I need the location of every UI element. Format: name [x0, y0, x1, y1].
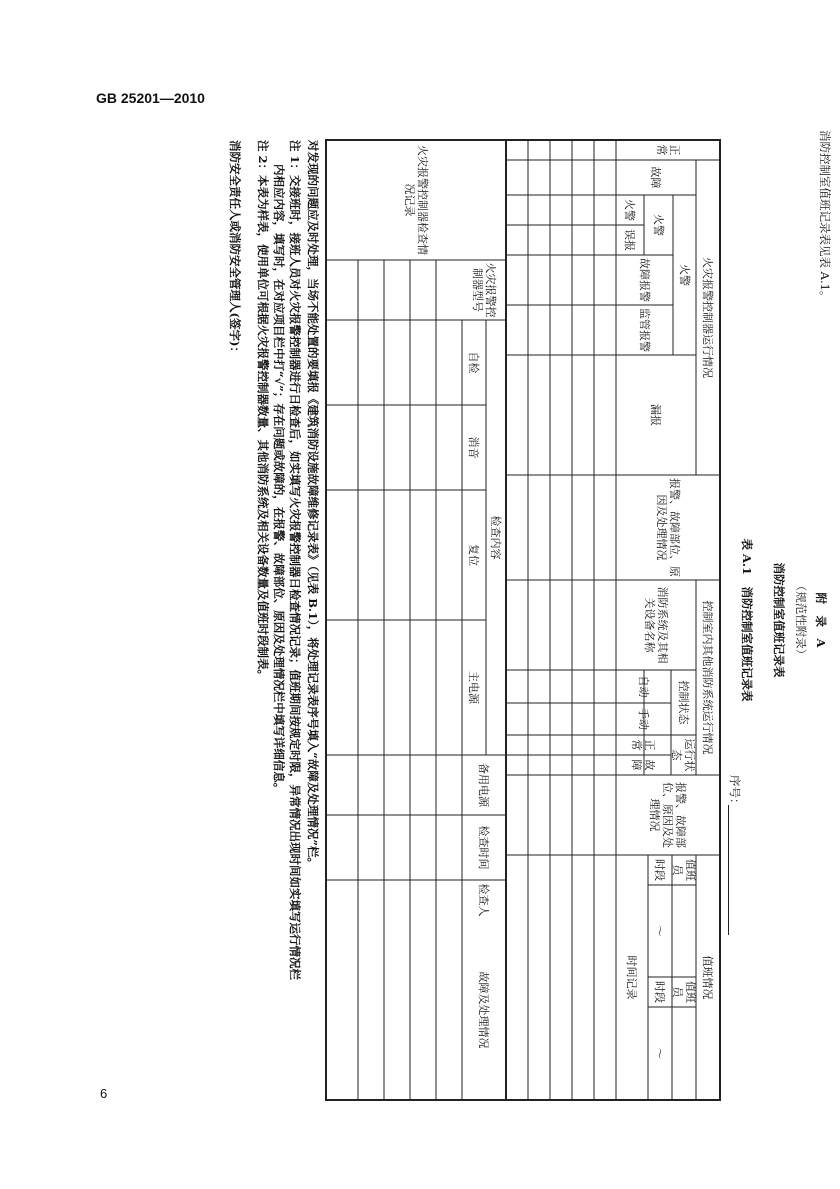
signature-label: 消防安全责任人或消防安全管理人(签字)：: [228, 140, 242, 358]
header-fire-alarm: 火警: [678, 264, 691, 286]
header-check-time: 检查时间: [477, 825, 491, 870]
header-reset: 复位: [467, 544, 481, 566]
header-alarm-handling-2: 报警、故障部位、原因及处理情况: [648, 782, 688, 848]
serial-label: 序号：: [728, 775, 742, 810]
header-normal: 正常: [655, 144, 681, 156]
appendix-title: 消防控制室值班记录表: [772, 562, 786, 678]
standard-number: GB 25201—2010: [96, 90, 205, 106]
header-fire-controller-status: 火灾报警控制器运行情况: [701, 257, 715, 378]
header-backup-power: 备用电源: [477, 763, 491, 807]
header-silence: 消音: [467, 436, 481, 459]
header-duty-status: 值班情况: [701, 955, 715, 1000]
header-control-state: 控制状态: [677, 680, 690, 725]
header-real-fire: 火警: [623, 199, 637, 221]
appendix-label: 附 录 A: [814, 592, 828, 648]
header-check-content: 检查内容: [489, 515, 503, 560]
page-number: 6: [100, 1086, 108, 1101]
duty-person-label-2: 值班员: [671, 981, 697, 1003]
header-checker: 检查人: [477, 883, 491, 917]
header-main-power: 主电源: [467, 671, 481, 704]
note-intro: 对发现的问题应及时处理，当场不能处置的要填报《建筑消防设施故障维修记录表》（见表 B.1），将处理记录表序号填入“故障及处理情况”栏。: [306, 140, 320, 869]
note-1-line-2: 内相应内容，填写时，在对应项目栏中打“√”；存在问题或故障的，在报警、故障部位、原因及处理情况栏中填写详细信息。: [272, 164, 286, 795]
rotated-page-content: [218, 120, 838, 1120]
header-alarm-handling: 报警、故障部位、原因及处理情况: [655, 478, 681, 577]
header-fault-handling: 故障及处理情况: [477, 971, 491, 1049]
label-check-record: 火灾报警控制器检查情况记录: [403, 145, 429, 255]
period-tilde-1: ～: [653, 925, 667, 937]
period-label-1: 时段: [653, 859, 667, 881]
header-fault-alarm: 故障报警: [638, 258, 651, 302]
header-run-fault: 故障: [630, 759, 657, 771]
header-self-check: 自检: [467, 351, 481, 374]
header-run-state: 运行状态: [670, 738, 697, 772]
header-supervise-alarm: 监管报警: [638, 308, 651, 352]
header-missed-alarm: 漏报: [649, 404, 663, 426]
header-time-record: 时间记录: [625, 955, 639, 1000]
note-1-line-1: 注 1：交接班时，接班人员对火灾报警控制器进行日检查后，如实填写火灾报警控制器日检查情况记录；值班期间按规定时限，异常情况出现时间如实填写运行情况栏: [288, 140, 302, 980]
header-false-alarm: 误报: [623, 229, 637, 251]
appendix-type: （规范性附录）: [794, 579, 808, 661]
header-fault: 故障: [649, 166, 663, 189]
header-manual: 手动: [637, 708, 650, 730]
header-system-name: 消防系统及其相关设备名称: [643, 586, 669, 664]
period-label-2: 时段: [653, 981, 667, 1003]
table-caption: 表 A.1 消防控制室值班记录表: [740, 538, 754, 702]
period-tilde-2: ～: [653, 1048, 667, 1059]
header-other-systems: 控制室内其他消防系统运行情况: [701, 600, 715, 755]
header-fire-alarm-sub: 火警: [652, 214, 665, 236]
duty-person-label-1: 值班员: [671, 859, 697, 881]
header-controller-model: 火灾报警控制器型号: [471, 262, 497, 318]
note-2: 注 2：本表为样表，使用单位可根据火灾报警控制器数量、其他消防系统及相关设备数量及值班时段制表。: [256, 140, 270, 681]
header-run-normal: 正常: [630, 739, 657, 751]
header-auto: 自动: [637, 675, 650, 698]
intro-text: 消防控制室值班记录表见表 A.1。: [818, 130, 832, 303]
